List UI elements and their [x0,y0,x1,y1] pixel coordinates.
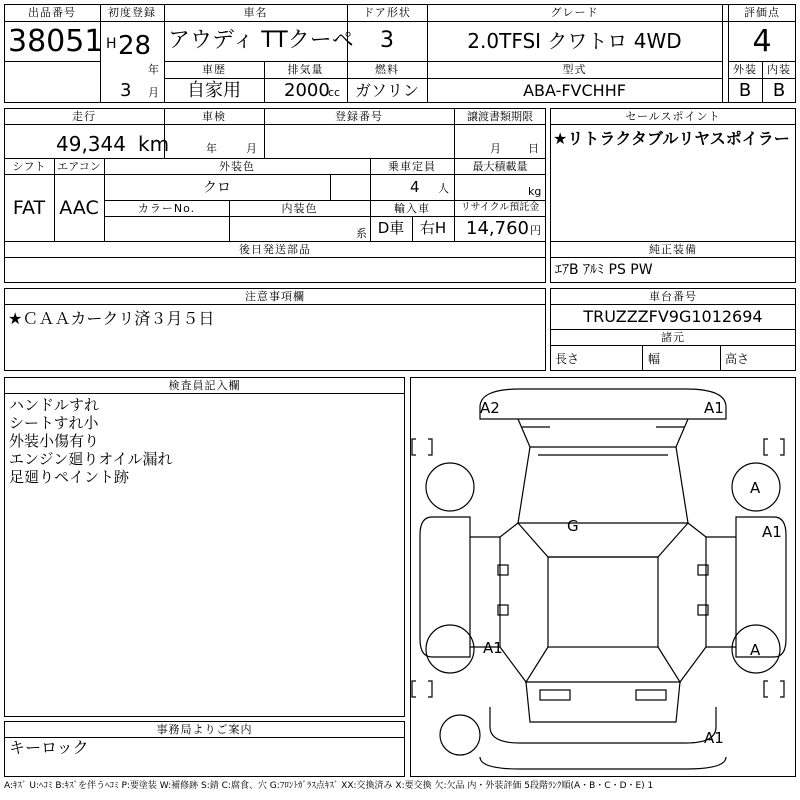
fuel: ガソリン [354,81,419,100]
mark-right-front-wheel: A [750,479,761,497]
recycle-unit: 円 [530,224,541,237]
era: H [106,36,117,52]
plate-label: 登録番号 [335,110,383,123]
later-parts-label: 後日発送部品 [239,243,311,256]
recycle-fee: 14,760 [466,218,529,239]
car-name: アウディ TTクーペ [168,28,354,53]
sales-point-label: セールスポイント [625,110,721,123]
sales-point-text: ★リトラクタブルリヤスポイラー [553,129,790,148]
mileage: 49,344 [56,132,126,156]
aircon-label: エアコン [57,160,101,173]
interior-color-unit: 系 [356,227,367,240]
aircon: AAC [59,197,99,219]
year-unit: 年 [148,63,159,76]
mark-left-rear: A1 [483,639,503,657]
shift: FAT [12,197,46,219]
body-color: クロ [203,180,231,196]
score: 4 [752,24,772,59]
inspector-line: 足廻りペイント跡 [9,468,130,486]
dims-label: 諸元 [661,331,685,344]
door-label: ドア形状 [363,6,411,19]
recycle-label: リサイクル預託金 [460,202,540,213]
equipment-text: ｴｱB ｱﾙﾐ PS PW [555,262,653,278]
chassis-label: 車台番号 [649,290,697,303]
grade: 2.0TFSI クワトロ 4WD [467,29,682,53]
registration-year: 28 [118,31,152,61]
equipment-label: 純正装備 [649,243,697,256]
color-number-label: カラーNo. [137,202,196,215]
max-load-unit: kg [528,185,542,198]
mileage-label: 走行 [72,110,96,123]
model-code: ABA-FVCHHF [523,81,626,100]
mark-right-rear-wheel: A [750,641,761,659]
exterior-grade: B [738,80,752,101]
mark-front-left: A2 [480,399,500,417]
displacement-label: 排気量 [287,63,324,76]
car-damage-diagram [410,377,796,777]
length-label: 長さ [555,352,580,366]
color-label: 外装色 [219,160,255,173]
import-type: D車 [377,219,405,237]
fuel-label: 燃料 [375,63,399,76]
first-registration-label: 初度登録 [108,6,156,19]
transfer-month-unit: 月 [490,142,501,155]
month-unit: 月 [148,86,159,99]
door-count: 3 [380,28,394,53]
mark-right-side: A1 [762,523,782,541]
steering-side: 右H [419,219,447,237]
interior-grade: B [772,80,786,101]
notes-text: ★ＣＡＡカークリ済３月５日 [8,309,215,328]
width-label: 幅 [648,352,661,366]
inspector-line: シートすれ小 [9,414,99,432]
car-name-label: 車名 [243,6,268,19]
mark-rear: A1 [704,729,724,747]
registration-month: 3 [120,80,132,101]
notes-label: 注意事項欄 [245,290,305,303]
height-label: 高さ [725,352,750,366]
mark-front-right: A1 [704,399,724,417]
shift-label: シフト [12,160,46,173]
capacity-label: 乗車定員 [388,160,436,173]
inspector-label: 検査員記入欄 [168,379,241,392]
office-text: キーロック [9,738,89,757]
score-label: 評価点 [744,6,780,19]
grade-label: グレード [550,6,599,19]
inspection-label: 車検 [202,110,226,123]
inspection-month-unit: 月 [246,142,257,155]
inspector-line: 外装小傷有り [9,432,100,450]
inspector-line: エンジン廻りオイル漏れ [9,450,173,468]
transfer-deadline-label: 譲渡書類期限 [467,110,533,123]
history-label: 車歴 [202,63,226,76]
mark-roof: G [567,517,579,535]
office-label: 事務局よりご案内 [156,723,253,736]
capacity: 4 [410,178,420,196]
lot-label: 出品番号 [28,6,76,19]
capacity-unit: 人 [438,182,449,195]
import-label: 輸入車 [394,202,430,215]
history: 自家用 [187,80,241,101]
inspection-year-unit: 年 [206,142,217,155]
inspector-line: ハンドルすれ [9,396,100,414]
lot-number: 38051 [8,24,104,59]
legend: A:ｷｽﾞ U:ﾍｺﾐ B:ｷｽﾞを伴うﾍｺﾐ P:要塗装 W:補修跡 S:錆 C:腐食、穴 G:ﾌﾛﾝﾄｶﾞﾗｽ点ｷｽﾞ XX:交換済み X:要交換 欠:欠品 内・外装評価 5段階ﾗﾝｸ順(A・B・C・D・E) 1 [4,781,654,791]
interior-color-label: 内装色 [281,202,318,215]
transfer-day-unit: 日 [528,142,539,155]
inspector-notes [9,396,173,486]
displacement-unit: cc [328,86,341,99]
exterior-grade-label: 外装 [733,63,757,76]
chassis-number: TRUZZZFV9G1012694 [583,307,763,326]
displacement: 2000 [284,80,330,101]
interior-grade-label: 内装 [767,63,791,76]
model-label: 型式 [562,63,587,76]
mileage-unit: km [138,132,170,156]
max-load-label: 最大積載量 [472,160,528,173]
